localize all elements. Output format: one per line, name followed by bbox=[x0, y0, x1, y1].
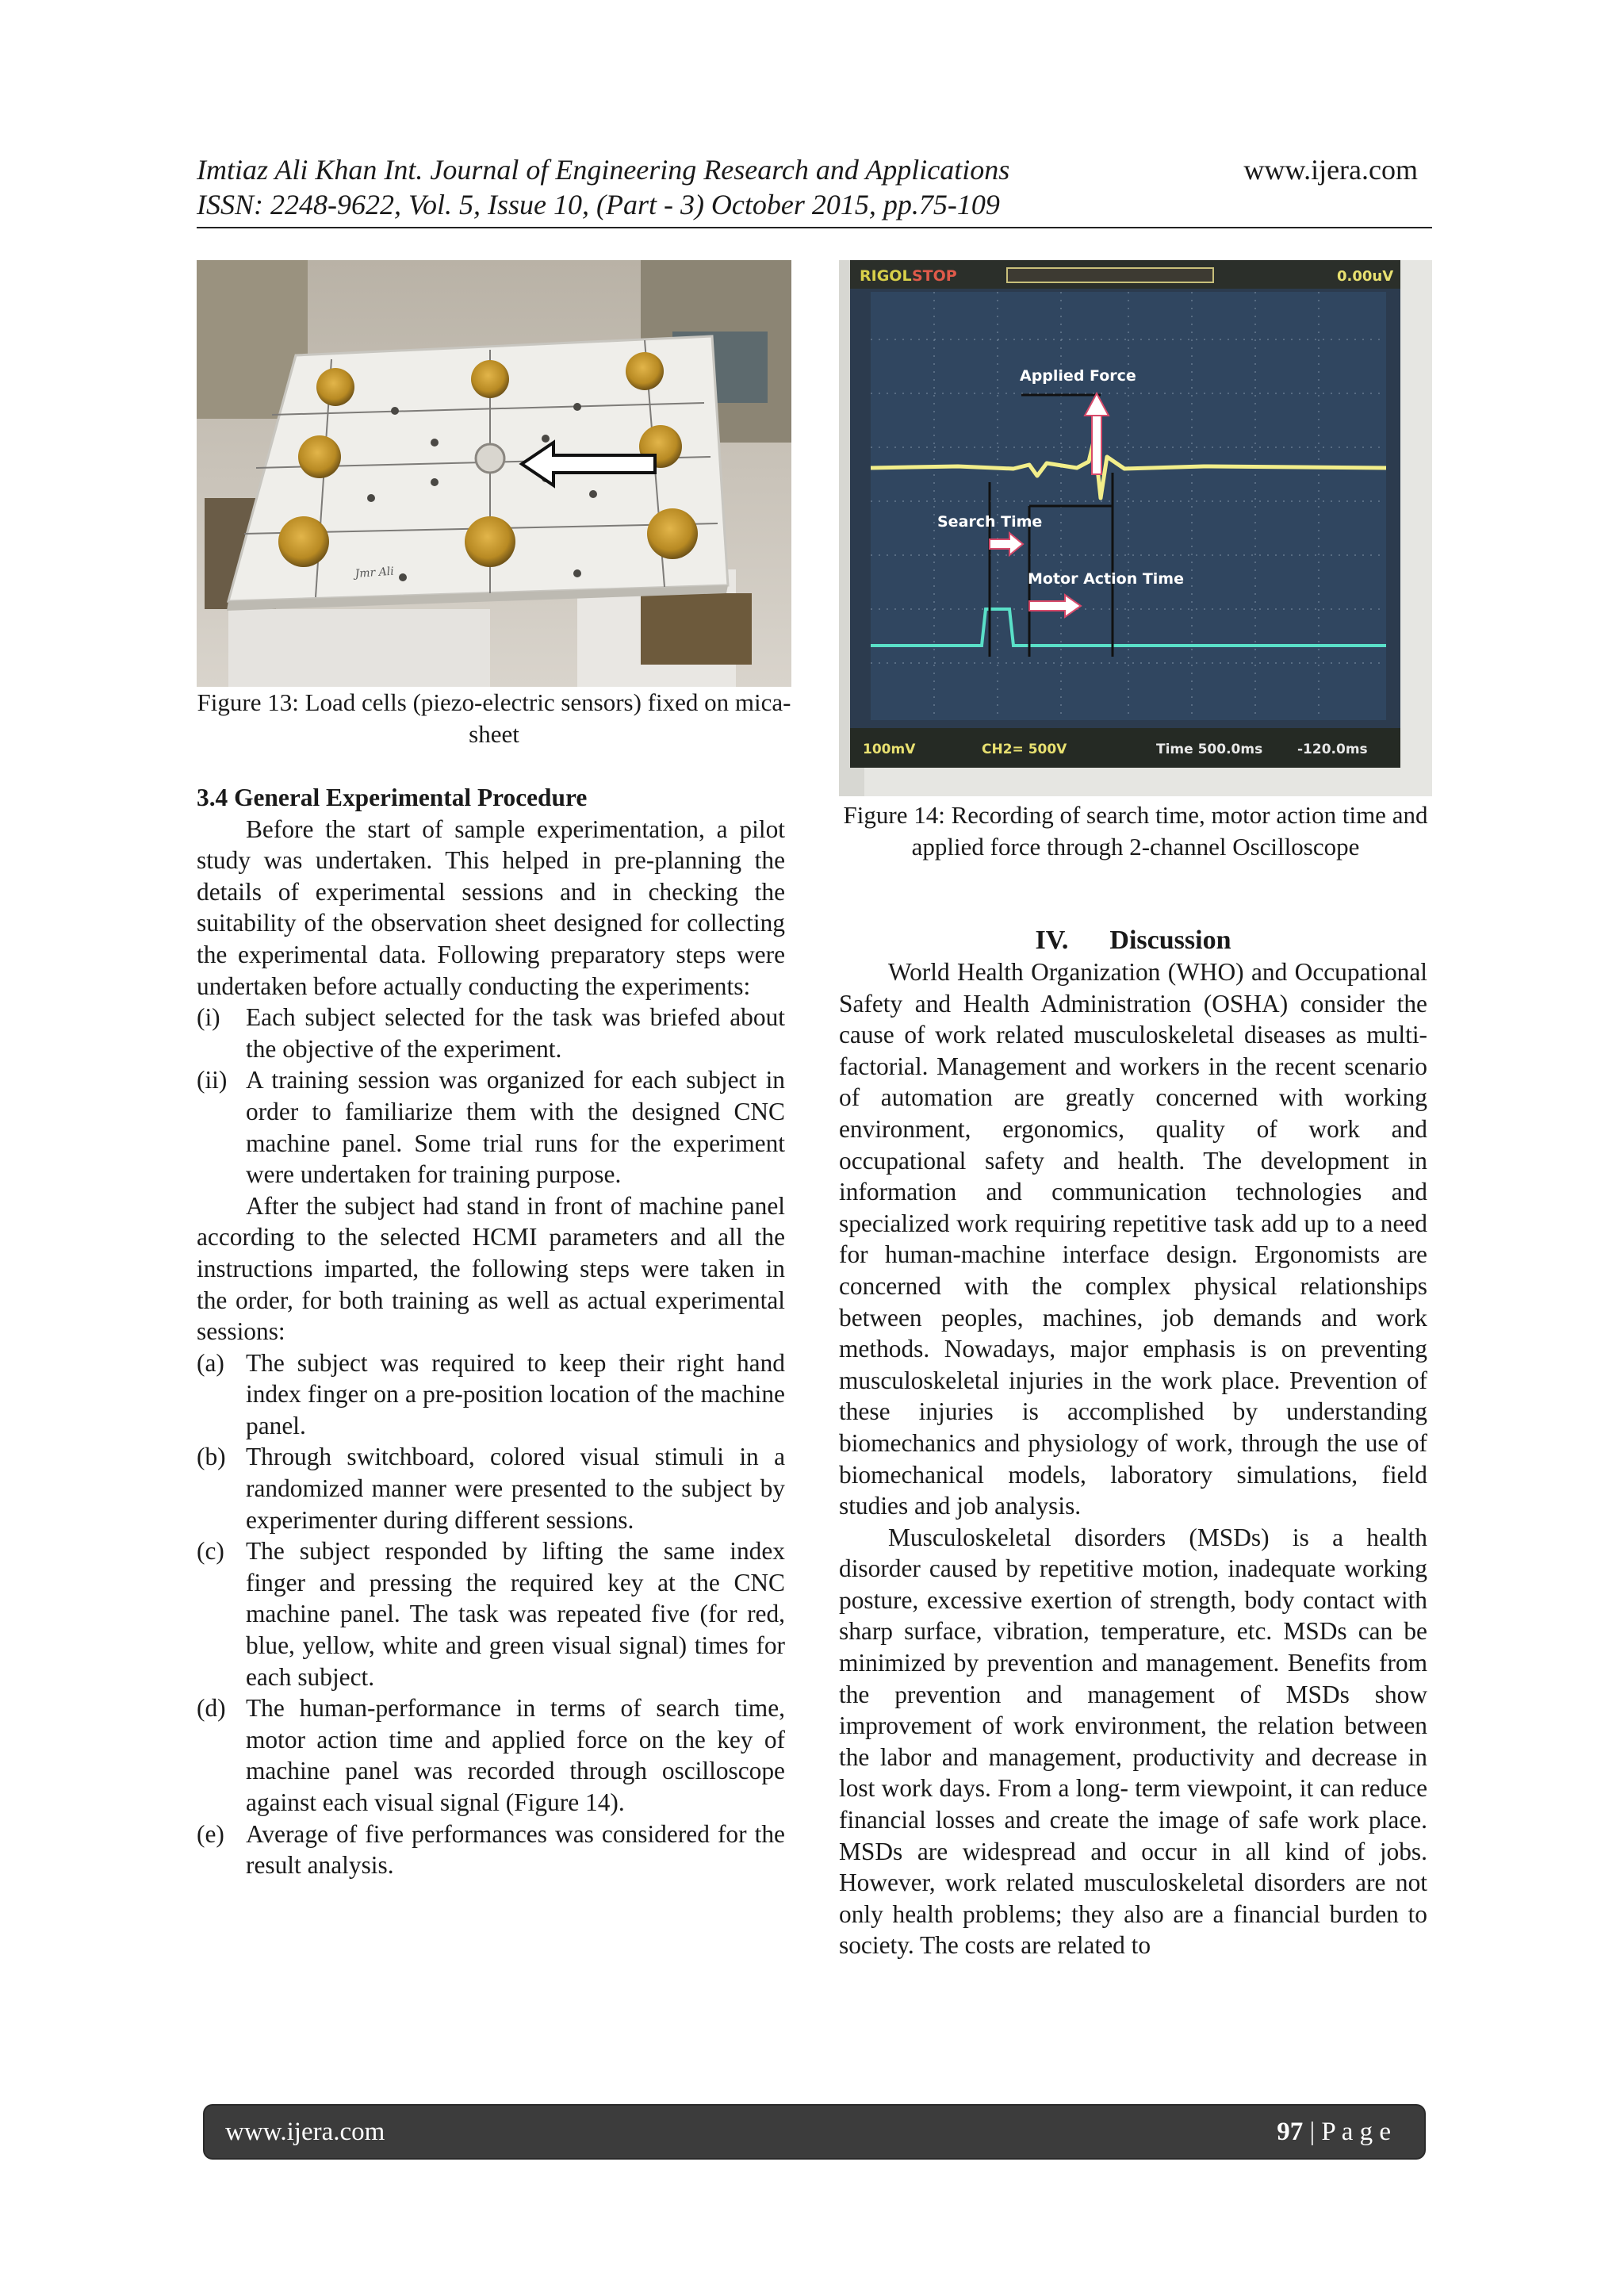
list-text: Average of five performances was considered for the result analysis. bbox=[246, 1819, 785, 1880]
section-4-heading bbox=[839, 925, 1427, 956]
handwritten-note: Jmr Ali bbox=[354, 565, 395, 581]
step-d bbox=[197, 1692, 785, 1818]
list-text: The subject responded by lifting the same index finger and pressing the required key at the CNC machine panel. The task was repeated five (for red, blue, yellow, white and green visual signal) times for each subject. bbox=[246, 1537, 785, 1691]
figure-14-caption: Figure 14: Recording of search time, motor action time and applied force through 2-channel Oscilloscope bbox=[843, 801, 1428, 861]
list-label: (c) bbox=[197, 1537, 224, 1566]
discussion-paragraph-2: Musculoskeletal disorders (MSDs) is a health disorder caused by repetitive motion, inadequate working posture, excessive exertion of strength, body contact with sharp surface, vibration, temperature, etc. MSDs can be minimized by prevention and management. Benefits from the prevention and management of MSDs show improvement of work environment, the relation between the labor and management, productivity and decrease in lost work days. From a long- term viewpoint, it can reduce financial losses and create the image of safe work place. MSDs are widespread and occur in all kind of jobs. However, work related musculoskeletal disorders are not only health problems; they also are a financial burden to society. The costs are related to bbox=[839, 1523, 1427, 1960]
figure-14-photo bbox=[839, 260, 1432, 796]
left-column bbox=[197, 782, 785, 1881]
list-label: (b) bbox=[197, 1443, 226, 1471]
section-3-4-intro: Before the start of sample experimentation, a pilot study was undertaken. This helped in pre-planning the details of experimental sessions and in checking the suitability of the observation sheet designed for collecting the experimental data. Following preparatory steps were undertaken before actually conducting the experiments: bbox=[197, 815, 785, 1000]
prep-step-1 bbox=[197, 1002, 785, 1064]
search-time-label: Search Time bbox=[937, 513, 1043, 531]
list-label: (d) bbox=[197, 1694, 226, 1723]
scope-trigger-readout: 0.00uV bbox=[1337, 268, 1394, 285]
right-column bbox=[839, 956, 1427, 1961]
list-text: A training session was organized for each subject in order to familiarize them with the designed CNC machine panel. Some trial runs for the experiment were undertaken for training purpose. bbox=[246, 1066, 785, 1189]
discussion-paragraph-1: World Health Organization (WHO) and Occupational Safety and Health Administration (OSHA) consider the cause of work related musculoskeletal diseases as multi-factorial. Management and workers in the recent scenario of automation are greatly concerned with working environment, ergonomics, quality of work and occupational safety and health. The development in information and communication technologies and specialized work requiring repetitive task add up to a need for human-machine interface design. Ergonomists are concerned with the complex physical relationships between peoples, machines, job demands and work methods. Nowadays, major emphasis is on preventing musculoskeletal injuries in the work place. Prevention of these injuries is accomplished by understanding biomechanics and physiology of work, through the use of biomechanical models, laboratory simulations, field studies and job analysis. bbox=[839, 958, 1427, 1520]
list-text: The subject was required to keep their right hand index finger on a pre-position location of the machine panel. bbox=[246, 1348, 785, 1439]
running-header bbox=[197, 152, 1432, 222]
footer-url-link[interactable]: www.ijera.com bbox=[225, 2117, 385, 2146]
oscilloscope-illustration bbox=[839, 260, 1432, 796]
ch1-readout: 100mV bbox=[863, 742, 916, 757]
header-url-link[interactable]: www.ijera.com bbox=[1243, 154, 1418, 186]
list-label: (i) bbox=[197, 1003, 220, 1032]
section-3-4-heading: 3.4 General Experimental Procedure bbox=[197, 784, 588, 811]
journal-title: Imtiaz Ali Khan Int. Journal of Engineering Research and Applications bbox=[197, 154, 1010, 186]
list-text: Each subject selected for the task was briefed about the objective of the experiment. bbox=[246, 1003, 785, 1063]
offset-readout: -120.0ms bbox=[1297, 742, 1368, 757]
list-label: (e) bbox=[197, 1819, 224, 1848]
list-label: (ii) bbox=[197, 1066, 228, 1094]
step-c bbox=[197, 1535, 785, 1692]
list-text: Through switchboard, colored visual stimuli in a randomized manner were presented to the subject by experimenter during different sessions. bbox=[246, 1443, 785, 1534]
scope-brand: RIGOL bbox=[860, 267, 912, 285]
section-number: IV. bbox=[1035, 926, 1069, 955]
prep-step-2 bbox=[197, 1064, 785, 1190]
applied-force-label: Applied Force bbox=[1020, 367, 1136, 385]
figure-13-photo bbox=[197, 260, 791, 687]
list-text: The human-performance in terms of search time, motor action time and applied force on the key of machine panel was recorded through oscilloscope against each visual signal (Figure 14). bbox=[246, 1694, 785, 1816]
page-word: | P a g e bbox=[1303, 2117, 1391, 2146]
step-a bbox=[197, 1347, 785, 1442]
scope-status: STOP bbox=[912, 267, 957, 285]
page-footer bbox=[205, 2106, 1424, 2158]
motor-action-time-label: Motor Action Time bbox=[1028, 570, 1184, 588]
page-number bbox=[1277, 2118, 1391, 2147]
time-readout: Time 500.0ms bbox=[1156, 742, 1263, 757]
ch2-readout: CH2= 500V bbox=[982, 742, 1067, 757]
header-rule bbox=[197, 227, 1432, 228]
load-cell-board-illustration bbox=[197, 260, 791, 687]
section-3-4-middle: After the subject had stand in front of machine panel according to the selected HCMI parameters and all the instructions imparted, the following steps were taken in the order, for both training as well as actual experimental sessions: bbox=[197, 1191, 785, 1346]
page-number-value: 97 bbox=[1277, 2117, 1304, 2146]
step-e bbox=[197, 1819, 785, 1881]
figure-13-caption: Figure 13: Load cells (piezo-electric sensors) fixed on mica-sheet bbox=[197, 688, 791, 748]
list-label: (a) bbox=[197, 1348, 224, 1377]
step-b bbox=[197, 1441, 785, 1535]
issue-info: ISSN: 2248-9622, Vol. 5, Issue 10, (Part - 3) October 2015, pp.75-109 bbox=[197, 189, 1000, 220]
section-title: Discussion bbox=[1109, 926, 1231, 955]
